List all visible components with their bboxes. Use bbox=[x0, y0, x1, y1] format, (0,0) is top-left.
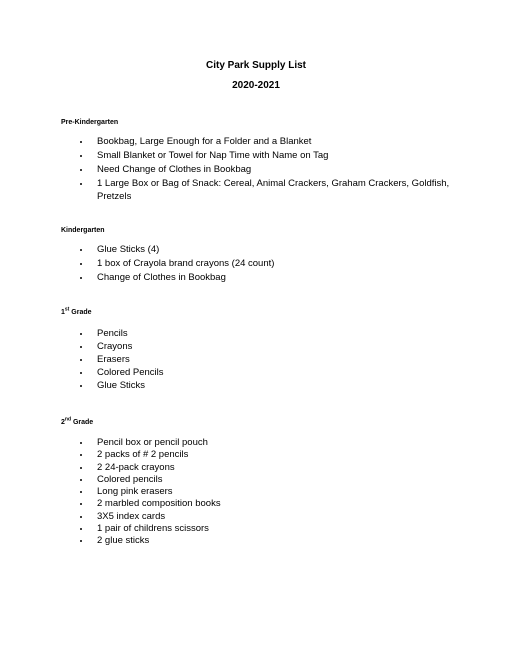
list-item: • Colored pencils bbox=[91, 474, 471, 486]
list-item: • Glue Sticks bbox=[91, 379, 471, 392]
page-title: City Park Supply List bbox=[205, 60, 307, 71]
list-item: • Colored Pencils bbox=[91, 366, 471, 379]
section-heading-2nd-grade: 2nd Grade bbox=[61, 416, 94, 426]
2nd-grade-list bbox=[61, 437, 471, 548]
list-item: • 2 packs of # 2 pencils bbox=[91, 449, 471, 461]
list-item: • 2 marbled composition books bbox=[91, 498, 471, 510]
list-item: • Pencil box or pencil pouch bbox=[91, 437, 471, 449]
page-subtitle: 2020-2021 bbox=[232, 80, 280, 91]
list-item: • 3X5 index cards bbox=[91, 511, 471, 523]
list-item: • Pencils bbox=[91, 327, 471, 340]
list-item: • Long pink erasers bbox=[91, 486, 471, 498]
section-heading-kindergarten: Kindergarten bbox=[61, 227, 105, 234]
list-item: • Crayons bbox=[91, 340, 471, 353]
list-item: • Erasers bbox=[91, 353, 471, 366]
list-item: • Need Change of Clothes in Bookbag bbox=[91, 163, 471, 177]
list-item: • 1 box of Crayola brand crayons (24 count) bbox=[91, 257, 471, 271]
list-item: • Small Blanket or Towel for Nap Time with Name on Tag bbox=[91, 149, 471, 163]
1st-grade-list bbox=[61, 327, 471, 392]
list-item: • 1 Large Box or Bag of Snack: Cereal, Animal Crackers, Graham Crackers, Goldfish, Pretzels bbox=[91, 177, 471, 203]
list-item: • 2 24-pack crayons bbox=[91, 462, 471, 474]
section-heading-pre-kindergarten: Pre-Kindergarten bbox=[61, 119, 119, 126]
list-item: • Glue Sticks (4) bbox=[91, 243, 471, 257]
pre-kindergarten-list bbox=[61, 135, 471, 203]
list-item: • 2 glue sticks bbox=[91, 535, 471, 547]
section-heading-1st-grade: 1st Grade bbox=[61, 306, 92, 316]
list-item: • Bookbag, Large Enough for a Folder and a Blanket bbox=[91, 135, 471, 149]
kindergarten-list bbox=[61, 243, 471, 285]
list-item: • 1 pair of childrens scissors bbox=[91, 523, 471, 535]
list-item: • Change of Clothes in Bookbag bbox=[91, 271, 471, 285]
